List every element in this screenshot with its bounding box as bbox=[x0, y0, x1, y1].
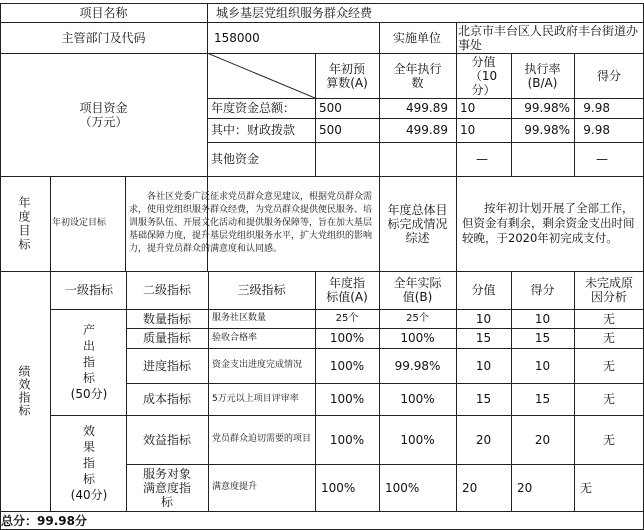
perf-cell-l2: 成本指标 bbox=[142, 392, 191, 406]
perf-cell-l3: 5万元以上项目评审率 bbox=[212, 393, 299, 404]
fund-row-label: 其中：财政拨款 bbox=[211, 123, 296, 137]
header-reason: 未完成原 因分析 bbox=[584, 276, 633, 304]
perf-cell-score: 20 bbox=[475, 432, 492, 447]
fund-row-budget: 500 bbox=[319, 101, 342, 115]
project-name-label: 项目名称 bbox=[79, 5, 128, 20]
goals-label: 年度目标 bbox=[17, 195, 31, 252]
fund-row-label: 年度资金总额： bbox=[211, 101, 296, 115]
impl-label: 实施单位 bbox=[392, 30, 441, 45]
fund-row-got: 9.98 bbox=[583, 101, 610, 115]
perf-cell-l2: 数量指标 bbox=[142, 311, 191, 326]
perf-cell-l3: 资金支出进度完成情况 bbox=[212, 360, 303, 370]
perf-cell-l3: 服务社区数量 bbox=[212, 313, 267, 323]
header-actual: 全年实际 值(B) bbox=[393, 276, 442, 304]
perf-cell-reason: 无 bbox=[580, 480, 593, 495]
perf-cell-l3: 满意度提升 bbox=[212, 482, 258, 492]
perf-cell-l2: 质量指标 bbox=[142, 331, 191, 345]
perf-cell-actual: 25个 bbox=[406, 312, 429, 324]
perf-cell-actual: 100% bbox=[400, 331, 435, 345]
effect-indicators-label: 效 果 指 标 (40分) bbox=[70, 424, 108, 502]
col-got: 得分 bbox=[596, 68, 621, 83]
col-rate: 执行率 (B/A) bbox=[524, 61, 561, 90]
col-exec: 全年执行 数 bbox=[393, 61, 442, 90]
perf-cell-got: 20 bbox=[517, 480, 533, 495]
perf-cell-reason: 无 bbox=[602, 311, 615, 326]
perf-cell-target: 100% bbox=[329, 331, 365, 345]
perf-cell-score: 10 bbox=[475, 358, 492, 373]
perf-cell-reason: 无 bbox=[602, 331, 615, 345]
perf-cell-target: 100% bbox=[321, 480, 356, 495]
perf-cell-score: 15 bbox=[475, 392, 492, 406]
perf-cell-actual: 100% bbox=[400, 432, 435, 447]
output-indicators-label: 产 出 指 标 (50分) bbox=[70, 323, 108, 401]
perf-cell-l2: 服务对象 满意度指 标 bbox=[142, 466, 191, 509]
header-target: 年度指 标值(A) bbox=[326, 276, 368, 304]
perf-cell-reason: 无 bbox=[602, 432, 615, 447]
perf-cell-got: 15 bbox=[534, 331, 551, 345]
header-l1: 一级指标 bbox=[64, 283, 113, 297]
fund-row-score: 10 bbox=[460, 123, 476, 137]
dept-label: 主管部门及代码 bbox=[61, 30, 146, 45]
fund-row-exec: 499.89 bbox=[406, 123, 448, 137]
perf-cell-l2: 效益指标 bbox=[142, 432, 191, 447]
perf-label: 绩效指标 bbox=[17, 365, 31, 417]
perf-cell-actual: 100% bbox=[400, 392, 435, 406]
grid-line bbox=[50, 176, 51, 511]
fund-row-budget: 500 bbox=[319, 123, 342, 137]
perf-cell-got: 20 bbox=[534, 432, 551, 447]
fund-row-score: 10 bbox=[460, 101, 476, 115]
fund-row-rate: 99.98% bbox=[524, 123, 570, 137]
fund-row-rate: 99.98% bbox=[524, 101, 570, 115]
diagonal-divider bbox=[207, 53, 315, 98]
perf-cell-score: 15 bbox=[475, 331, 492, 345]
perf-cell-reason: 无 bbox=[602, 358, 615, 373]
perf-cell-got: 10 bbox=[534, 311, 551, 326]
perf-cell-actual: 99.98% bbox=[394, 358, 441, 373]
perf-cell-l3: 验收合格率 bbox=[212, 332, 258, 343]
dept-code: 158000 bbox=[214, 30, 260, 45]
col-budget: 年初预 算数(A) bbox=[326, 61, 368, 90]
summary-label: 年度总体目标完成情况综述 bbox=[387, 202, 448, 245]
impl-unit: 北京市丰台区人民政府丰台街道办事处 bbox=[458, 23, 639, 52]
perf-cell-got: 10 bbox=[534, 358, 551, 373]
fund-row-got: 9.98 bbox=[583, 123, 610, 137]
perf-cell-reason: 无 bbox=[602, 392, 615, 406]
header-l2: 二级指标 bbox=[142, 283, 191, 297]
perf-cell-target: 100% bbox=[329, 358, 365, 373]
summary-text: 按年初计划开展了全部工作，但资金有剩余，剩余资金支出时间较晚，于2020年初完成支付。 bbox=[462, 201, 635, 245]
funds-label: 项目资金 （万元） bbox=[79, 100, 128, 129]
plan-label: 年初设定目标 bbox=[52, 218, 107, 228]
fund-row-got: — bbox=[596, 152, 608, 166]
perf-cell-score: 20 bbox=[462, 480, 478, 495]
perf-cell-got: 15 bbox=[534, 392, 551, 406]
project-name: 城乡基层党组织服务群众经费 bbox=[216, 5, 373, 20]
total-score: 总分：99.98分 bbox=[1, 513, 87, 528]
perf-cell-score: 10 bbox=[475, 311, 492, 326]
perf-cell-l3: 党员群众迫切需要的项目 bbox=[212, 434, 312, 444]
perf-cell-target: 100% bbox=[329, 392, 365, 406]
perf-cell-target: 25个 bbox=[335, 312, 359, 324]
perf-cell-target: 100% bbox=[329, 432, 365, 447]
fund-row-rate: — bbox=[476, 152, 488, 166]
fund-row-exec: 499.89 bbox=[406, 101, 448, 115]
header-l3: 三级指标 bbox=[237, 283, 286, 297]
fund-row-label: 其他资金 bbox=[211, 152, 260, 166]
perf-cell-actual: 100% bbox=[385, 480, 420, 495]
col-score: 分值 （10 分） bbox=[469, 54, 498, 97]
header-score: 分值 bbox=[471, 283, 496, 297]
perf-cell-l2: 进度指标 bbox=[142, 358, 191, 373]
header-got: 得分 bbox=[530, 283, 555, 297]
plan-text: 各社区党委广泛征求党员群众意见建议，根据党员群众需求，使用党组织服务群众经费，为党员群众提供便民服务、培训服务队伍、开展文化活动和提供服务保障等，旨在加大基层基础保障力度，提升基层党组织服务水平，扩大党组织的影响力，提升党员群众的满意度和认同感。 bbox=[129, 192, 373, 254]
